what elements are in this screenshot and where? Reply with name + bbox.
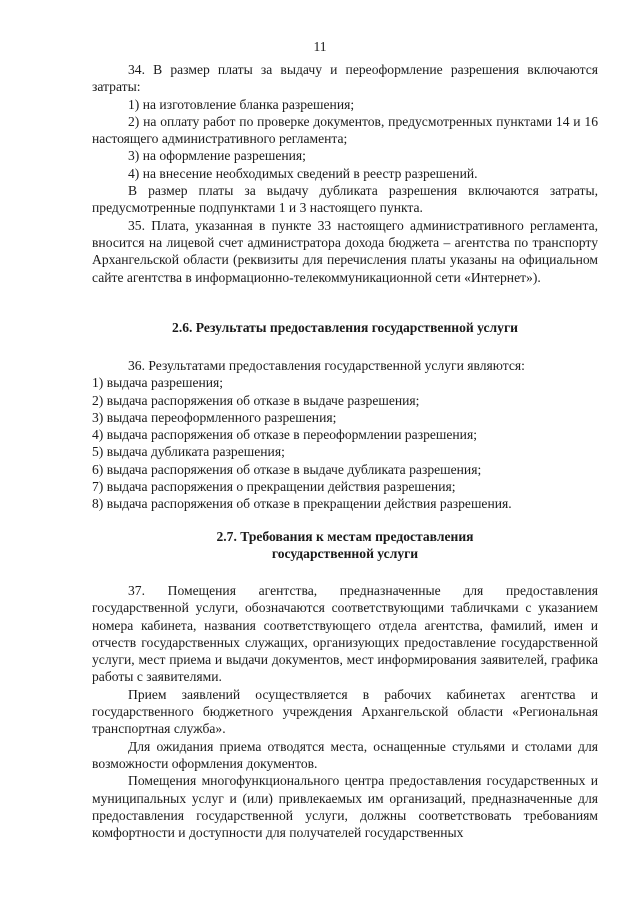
result-item-6: 6) выдача распоряжения об отказе в выдаче дубликата разрешения; [92, 461, 482, 477]
section-2-7-heading-line-1: 2.7. Требования к местам предоставления [216, 529, 474, 544]
result-item-2: 2) выдача распоряжения об отказе в выдаче разрешения; [92, 392, 420, 408]
paragraph-35: 35. Плата, указанная в пункте 33 настоящего административного регламента, вносится на лицевой счет администратора дохода бюджета – агентства по транспорту Архангельской области (реквизиты для перечисления платы указаны на официальном сайте агентства в информационно-телекоммуникационной сети «Интернет»). [92, 217, 598, 285]
paragraph-waiting-area: Для ожидания приема отводятся места, оснащенные стульями и столами для возможности оформления документов. [92, 738, 598, 771]
result-item-8: 8) выдача распоряжения об отказе в прекращении действия разрешения. [92, 496, 512, 512]
fee-section [92, 61, 598, 286]
page-number: 11 [313, 39, 327, 54]
section-2-7-heading-block [92, 528, 598, 563]
section-2-7-heading-line-2: государственной услуги [271, 546, 419, 562]
fee-item-3: 3) на оформление разрешения; [128, 148, 306, 164]
result-item-5: 5) выдача дубликата разрешения; [92, 444, 285, 460]
result-item-4: 4) выдача распоряжения об отказе в переоформлении разрешения; [92, 427, 477, 443]
section-2-6-heading: 2.6. Результаты предоставления государственной услуги [172, 320, 518, 335]
result-item-3: 3) выдача переоформленного разрешения; [92, 409, 337, 425]
result-item-7: 7) выдача распоряжения о прекращении действия разрешения; [92, 479, 456, 495]
paragraph-reception: Прием заявлений осуществляется в рабочих кабинетах агентства и государственного бюджетного учреждения Архангельской области «Региональная транспортная служба». [92, 686, 598, 737]
paragraph-mfc-premises: Помещения многофункционального центра предоставления государственных и муниципальных услуг и (или) привлекаемых им организаций, предназначенные для предоставления государственной услуги, должны соответствовать требованиям комфортности и доступности для получателей государственных [92, 773, 598, 841]
paragraph-34-intro: 34. В размер платы за выдачу и переоформление разрешения включаются затраты: [92, 62, 598, 95]
fee-item-4: 4) на внесение необходимых сведений в реестр разрешений. [128, 165, 478, 181]
paragraph-36-intro: 36. Результатами предоставления государственной услуги являются: [128, 358, 525, 373]
section-2-7-body [92, 582, 598, 841]
fee-item-1: 1) на изготовление бланка разрешения; [128, 96, 355, 112]
result-item-1: 1) выдача разрешения; [92, 375, 224, 391]
section-2-6-body [92, 357, 598, 513]
section-2-6-heading-block [92, 319, 598, 336]
paragraph-37: 37. Помещения агентства, предназначенные для предоставления государственной услуги, обозначаются соответствующими табличками с указанием номера кабинета, названия соответствующего отдела агентства, фамилий, имен и отчеств государственных служащих, организующих предоставление государственной услуги, мест приема и выдачи документов, мест информирования заявителей, графика работы с заявителями. [92, 583, 598, 685]
paragraph-34-duplicate: В размер платы за выдачу дубликата разрешения включаются затраты, предусмотренные подпунктами 1 и 3 настоящего пункта. [92, 183, 598, 216]
fee-item-2: 2) на оплату работ по проверке документов, предусмотренных пунктами 14 и 16 настоящего административного регламента; [92, 113, 598, 147]
